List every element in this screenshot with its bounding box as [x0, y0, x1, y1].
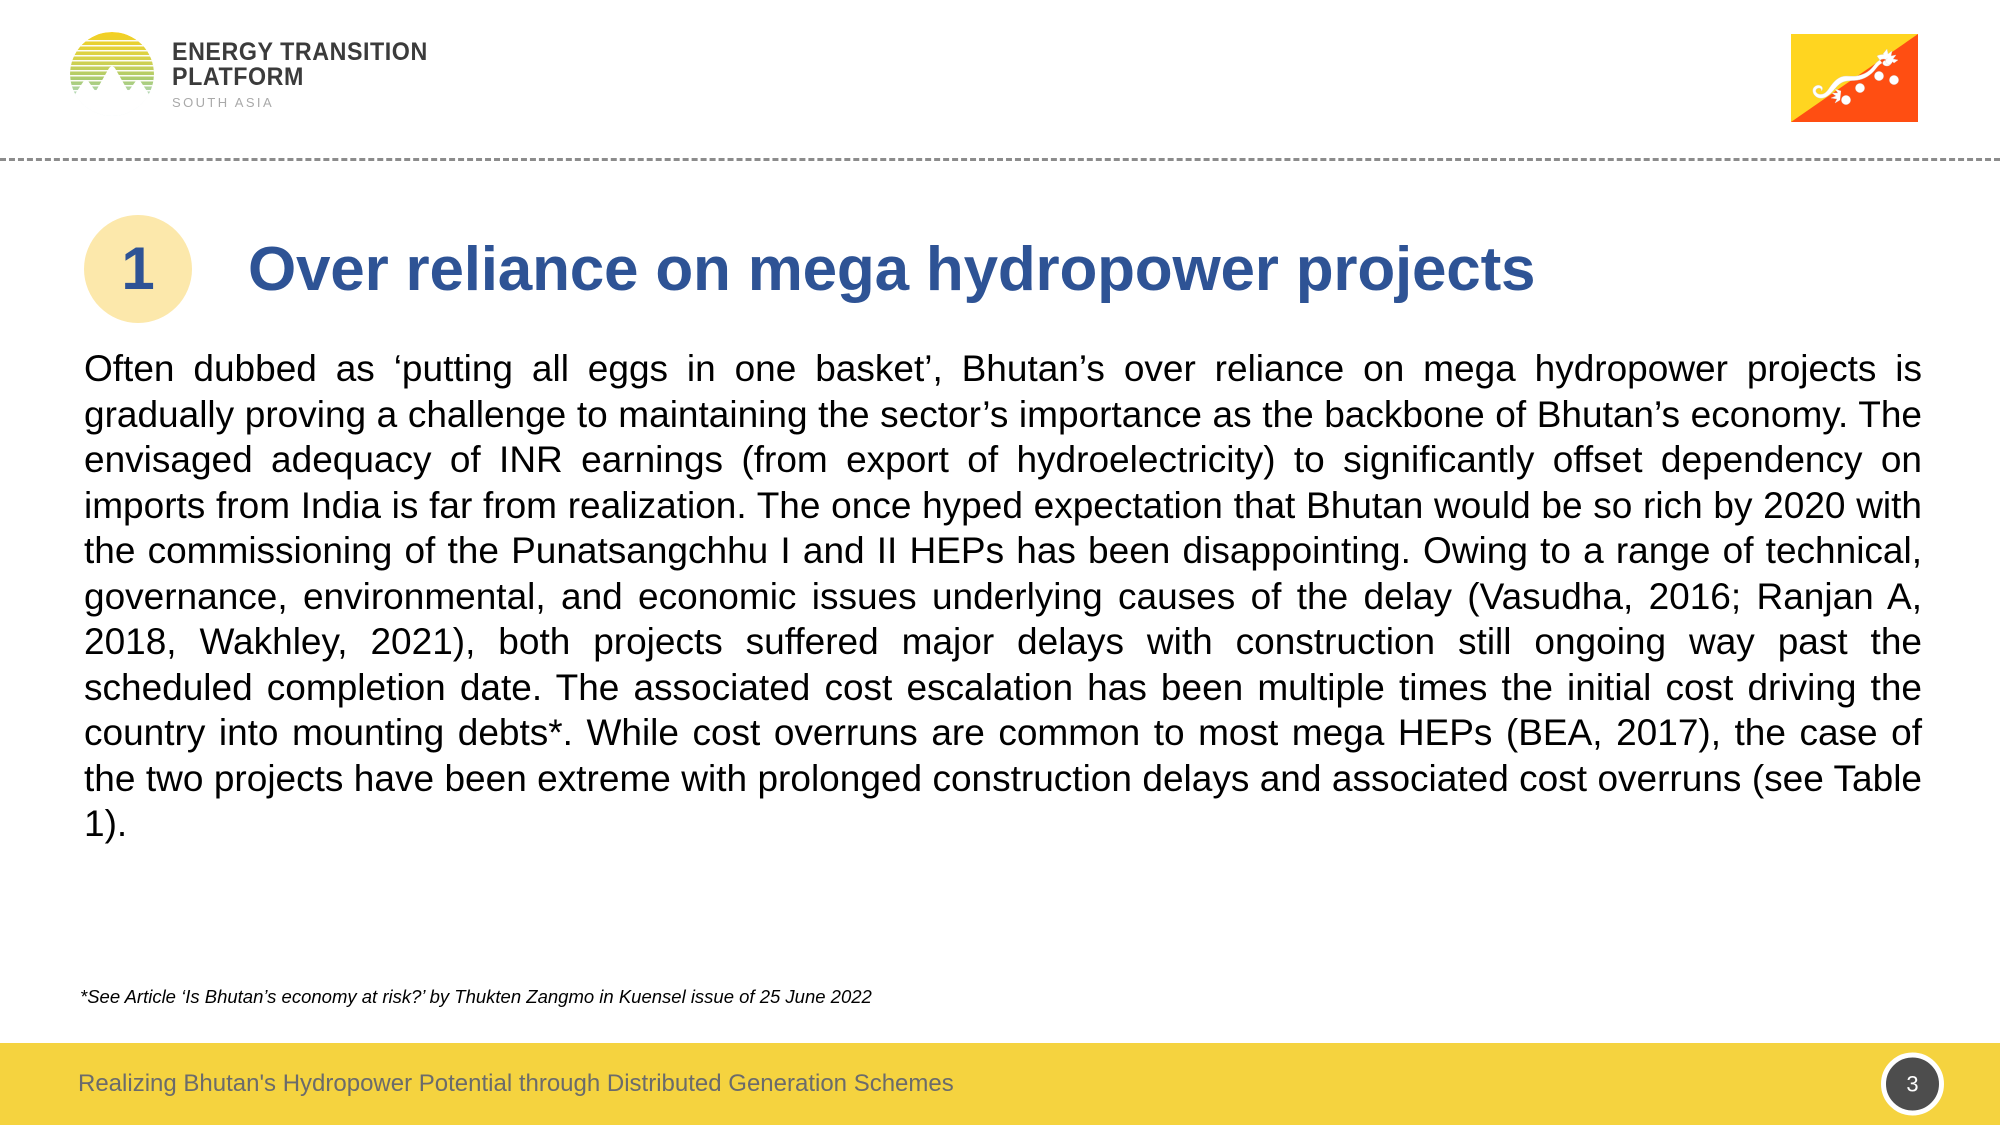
- bhutan-flag-icon: [1791, 34, 1918, 122]
- footer-title: Realizing Bhutan's Hydropower Potential through Distributed Generation Schemes: [78, 1070, 954, 1097]
- page-number-label: 3: [1906, 1071, 1919, 1096]
- slide-header: [0, 0, 2000, 160]
- slide-footer: [0, 1043, 2000, 1125]
- etp-logo: [66, 28, 447, 120]
- etp-sun-mountain-logo-icon: [66, 28, 158, 120]
- slide-number-badge-label: 1: [121, 235, 155, 302]
- slide-number-badge: [84, 215, 192, 323]
- logo-line-2: PLATFORM: [172, 63, 304, 91]
- footnote: *See Article ‘Is Bhutan’s economy at risk?’ by Thukten Zangmo in Kuensel issue of 25 June 2022: [80, 986, 872, 1007]
- etp-wordmark: [172, 38, 447, 110]
- logo-subtitle: SOUTH ASIA: [172, 95, 275, 110]
- logo-line-1: ENERGY TRANSITION: [172, 38, 428, 66]
- slide-title-row: [84, 215, 1535, 323]
- header-divider: [0, 158, 2000, 161]
- body-paragraph: Often dubbed as ‘putting all eggs in one basket’, Bhutan’s over reliance on mega hydropower projects is gradually proving a challenge to maintaining the sector’s importance as the backbone of Bhutan’s economy. The envisaged adequacy of INR earnings (from export of hydroelectricity) to significantly offset dependency on imports from India is far from realization. The once hyped expectation that Bhutan would be so rich by 2020 with the commissioning of the Punatsangchhu I and II HEPs has been disappointing. Owing to a range of technical, governance, environmental, and economic issues underlying causes of the delay (Vasudha, 2016; Ranjan A, 2018, Wakhley, 2021), both projects suffered major delays with construction still ongoing way past the scheduled completion date. The associated cost escalation has been multiple times the initial cost driving the country into mounting debts*. While cost overruns are common to most mega HEPs (BEA, 2017), the case of the two projects have been extreme with prolonged construction delays and associated cost overruns (see Table 1).: [84, 348, 1922, 844]
- page-title: Over reliance on mega hydropower projects: [248, 234, 1536, 304]
- page-number-badge: [1881, 1053, 1944, 1116]
